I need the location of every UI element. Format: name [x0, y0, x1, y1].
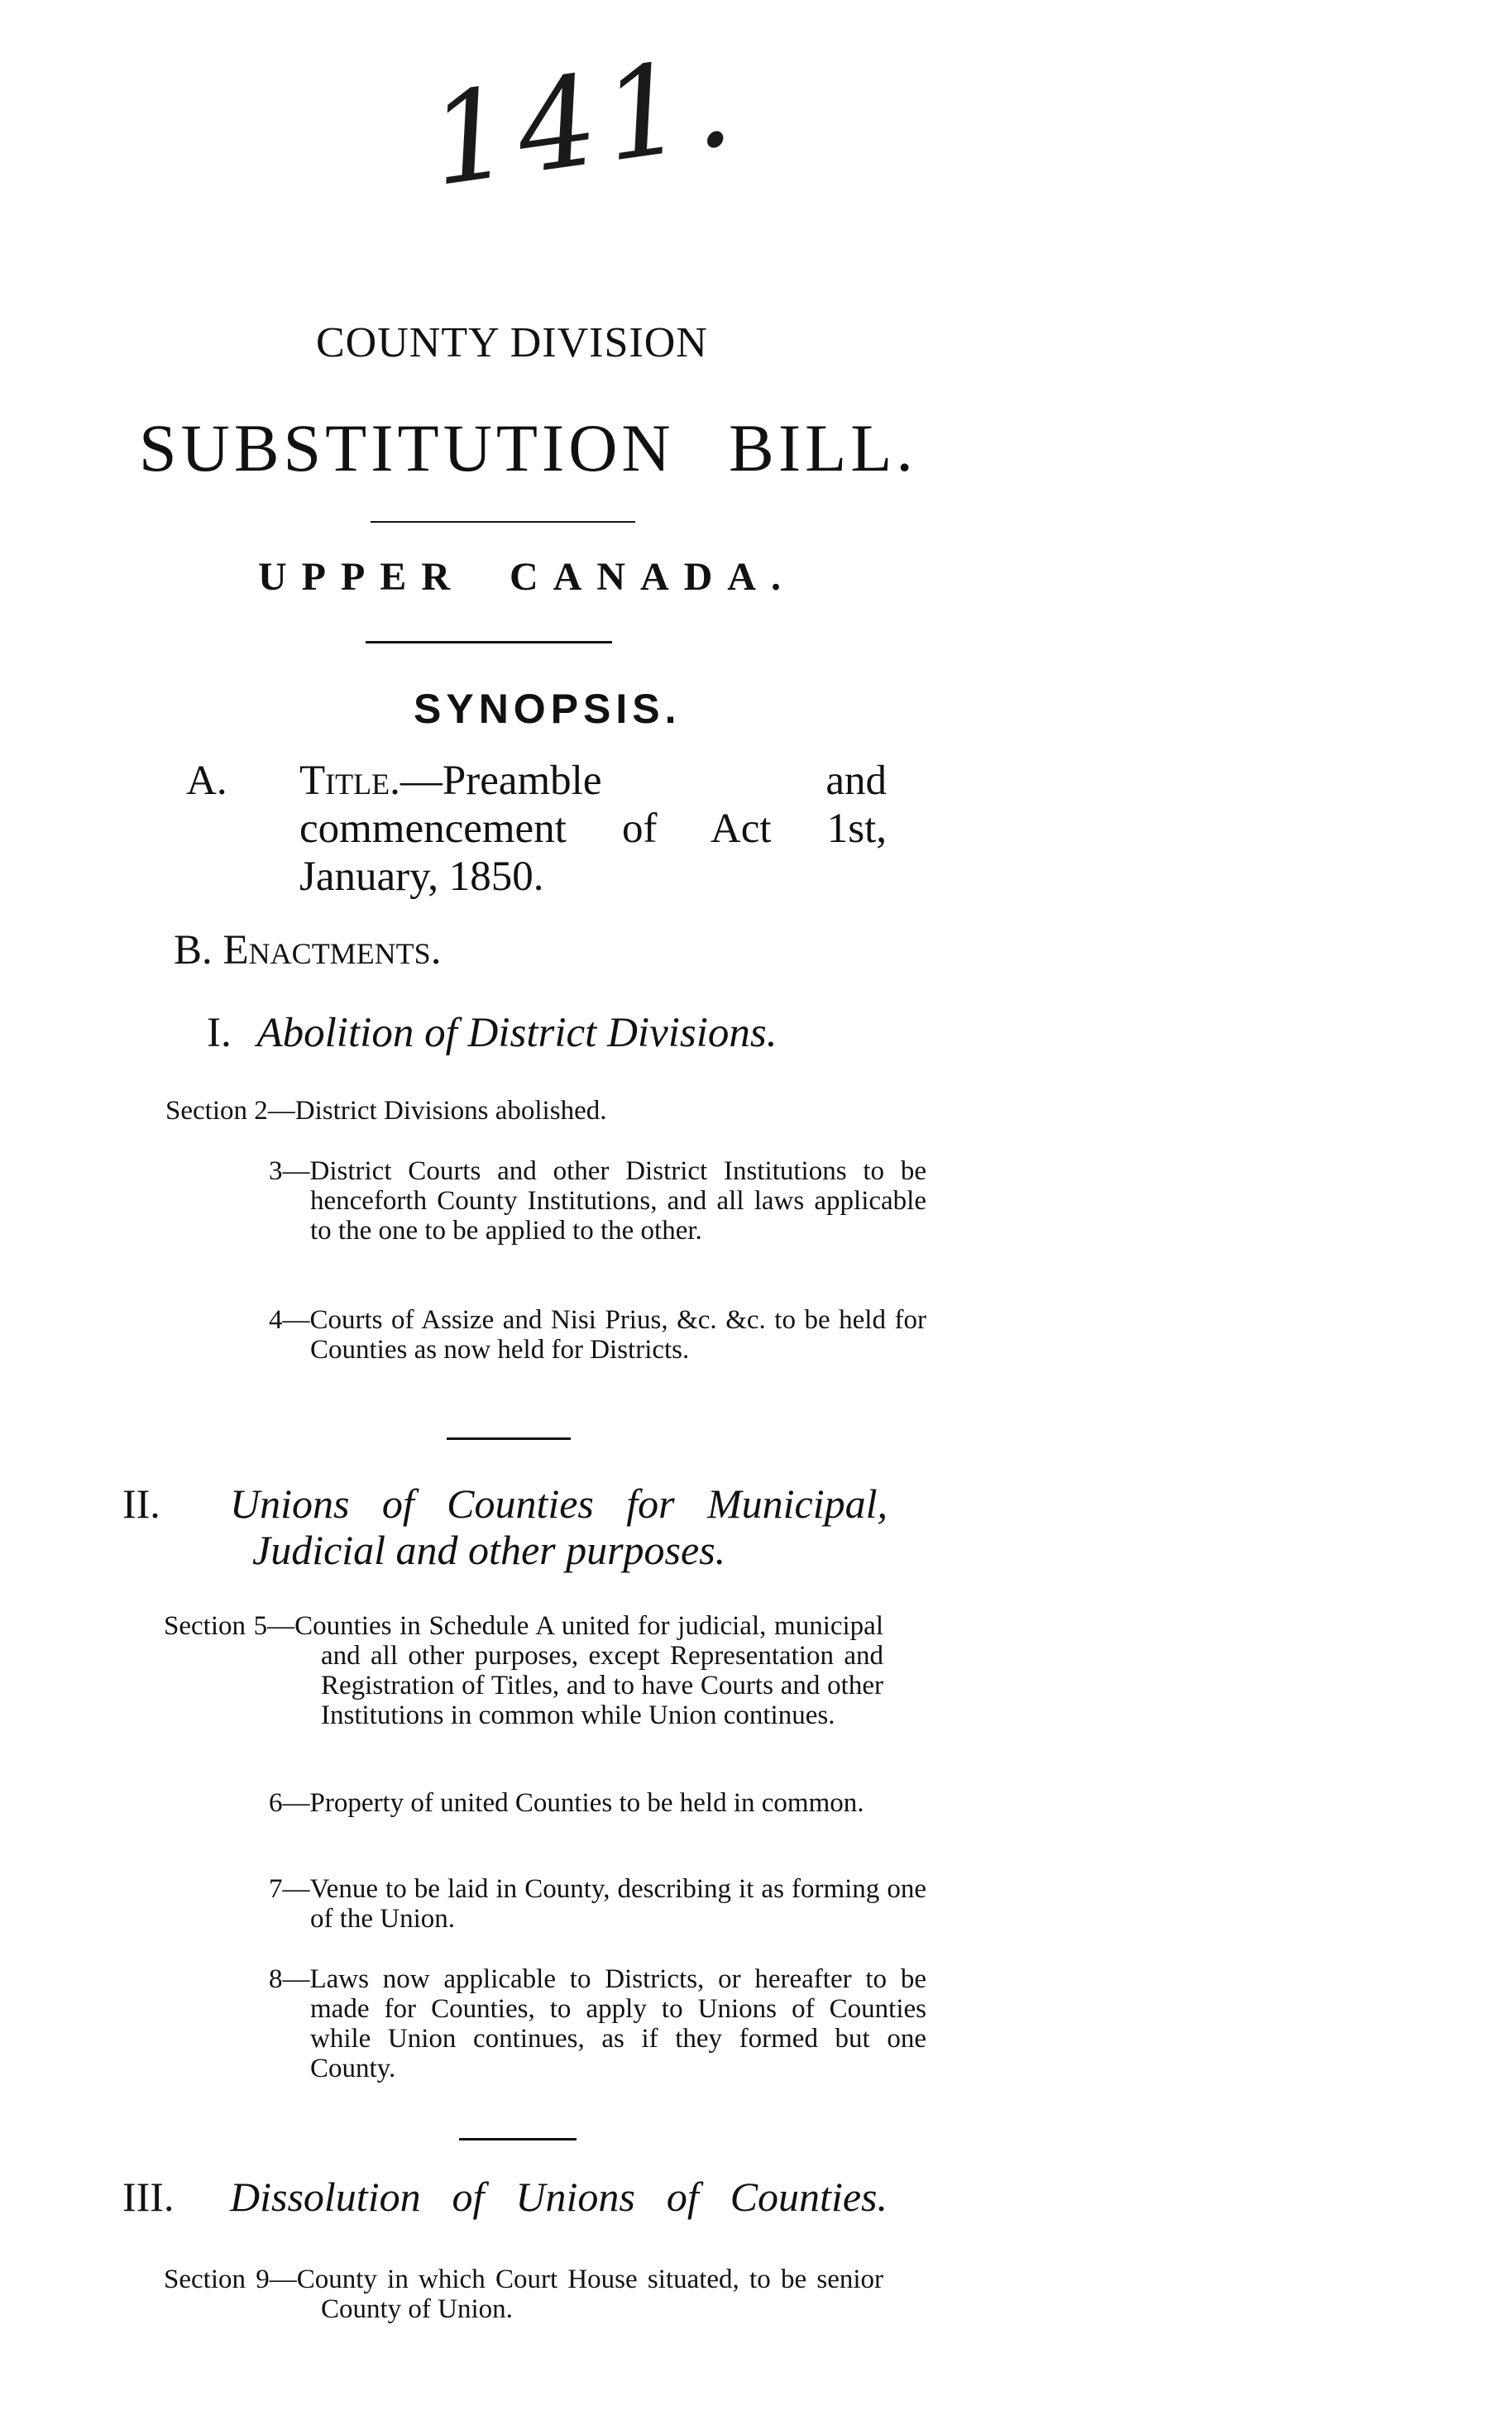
part-b-label: B.: [174, 927, 213, 973]
synopsis-heading: SYNOPSIS.: [414, 686, 682, 732]
divider: [447, 1437, 571, 1440]
part-iii-numeral: III.: [122, 2174, 175, 2220]
part-b: [174, 926, 441, 974]
section-4: 4—Courts of Assize and Nisi Prius, &c. &c. to be held for Counties as now held for Districts.: [269, 1305, 926, 1365]
part-a-text: [299, 757, 887, 901]
part-b-text: Enactments.: [222, 927, 442, 973]
title-line-county-division: COUNTY DIVISION: [316, 319, 708, 366]
divider: [366, 641, 612, 643]
divider: [459, 2138, 577, 2140]
part-i-title: Abolition of District Divisions.: [256, 1010, 778, 1056]
handwritten-page-number: 141.: [421, 28, 749, 215]
part-i-numeral: I.: [207, 1010, 232, 1056]
title-line-upper-canada: UPPER CANADA.: [258, 555, 796, 599]
part-a-label: A.: [186, 758, 227, 804]
part-i-heading: [207, 1009, 778, 1057]
divider: [371, 521, 635, 523]
section-2: Section 2—District Divisions abolished.: [165, 1096, 607, 1126]
section-6: 6—Property of united Counties to be held in common.: [269, 1788, 864, 1818]
section-5: Section 5—Counties in Schedule A united for judicial, municipal and all other purposes, except Representation and Registration of Titles, and to have Courts and other Institutions in common while Union continues.: [164, 1611, 883, 1730]
section-9: Section 9—County in which Court House situated, to be senior County of Union.: [164, 2265, 883, 2324]
section-3: 3—District Courts and other District Institutions to be henceforth County Institutions, and all laws applicable to the one to be applied to the other.: [269, 1156, 926, 1246]
section-7: 7—Venue to be laid in County, describing it as forming one of the Union.: [269, 1874, 926, 1934]
title-line-substitution-bill: SUBSTITUTION BILL.: [139, 410, 917, 485]
part-ii-numeral: II.: [122, 1480, 160, 1527]
part-a-title-body: —Preamble and commencement of Act 1st, January, 1850.: [299, 758, 887, 900]
section-8: 8—Laws now applicable to Districts, or hereafter to be made for Counties, to apply to Unions of Counties while Union continues, as if they formed but one County.: [269, 1964, 926, 2083]
part-a-title-lead: Title.: [299, 758, 400, 804]
part-iii-title: Dissolution of Unions of Counties.: [230, 2174, 888, 2220]
part-ii-title-line2: Judicial and other purposes.: [252, 1527, 726, 1573]
part-ii-title-line1: Unions of Counties for Municipal,: [230, 1480, 888, 1527]
